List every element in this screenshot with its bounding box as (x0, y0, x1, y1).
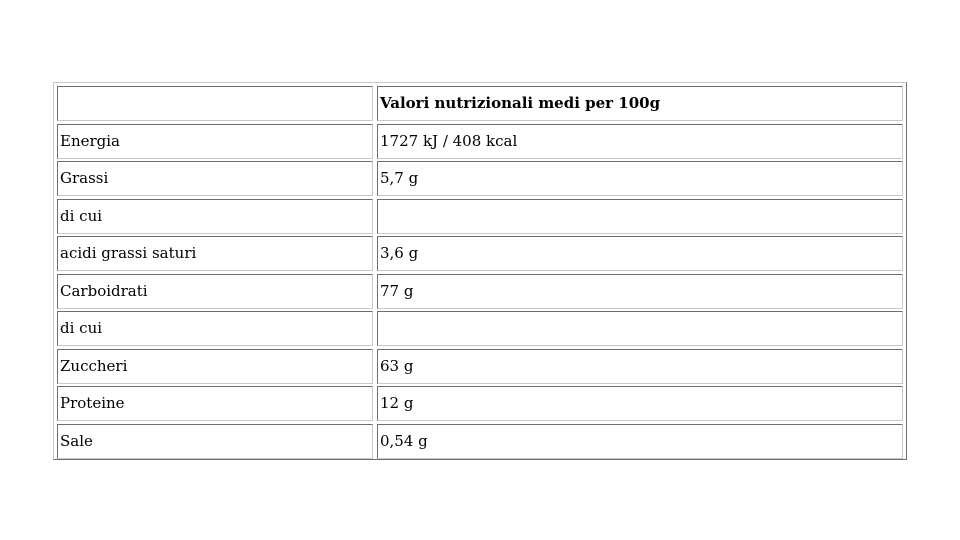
nutrient-name: Zuccheri (57, 349, 373, 384)
nutrient-name: di cui (57, 311, 373, 346)
nutrient-name: acidi grassi saturi (57, 236, 373, 271)
nutrient-name: Sale (57, 424, 373, 459)
nutrient-value: 5,7 g (377, 161, 903, 196)
nutrient-value: 3,6 g (377, 236, 903, 271)
nutrient-value: 0,54 g (377, 424, 903, 459)
nutrient-value: 63 g (377, 349, 903, 384)
nutrient-value: 12 g (377, 386, 903, 421)
nutrition-table (53, 82, 907, 460)
table-header-cell: Valori nutrizionali medi per 100g (377, 86, 903, 121)
nutrient-value (377, 311, 903, 346)
nutrient-name: di cui (57, 199, 373, 234)
nutrient-name: Proteine (57, 386, 373, 421)
nutrient-name: Energia (57, 124, 373, 159)
nutrient-name: Grassi (57, 161, 373, 196)
nutrient-value: 77 g (377, 274, 903, 309)
nutrient-value: 1727 kJ / 408 kcal (377, 124, 903, 159)
nutrient-value (377, 199, 903, 234)
table-header-cell (57, 86, 373, 121)
nutrient-name: Carboidrati (57, 274, 373, 309)
